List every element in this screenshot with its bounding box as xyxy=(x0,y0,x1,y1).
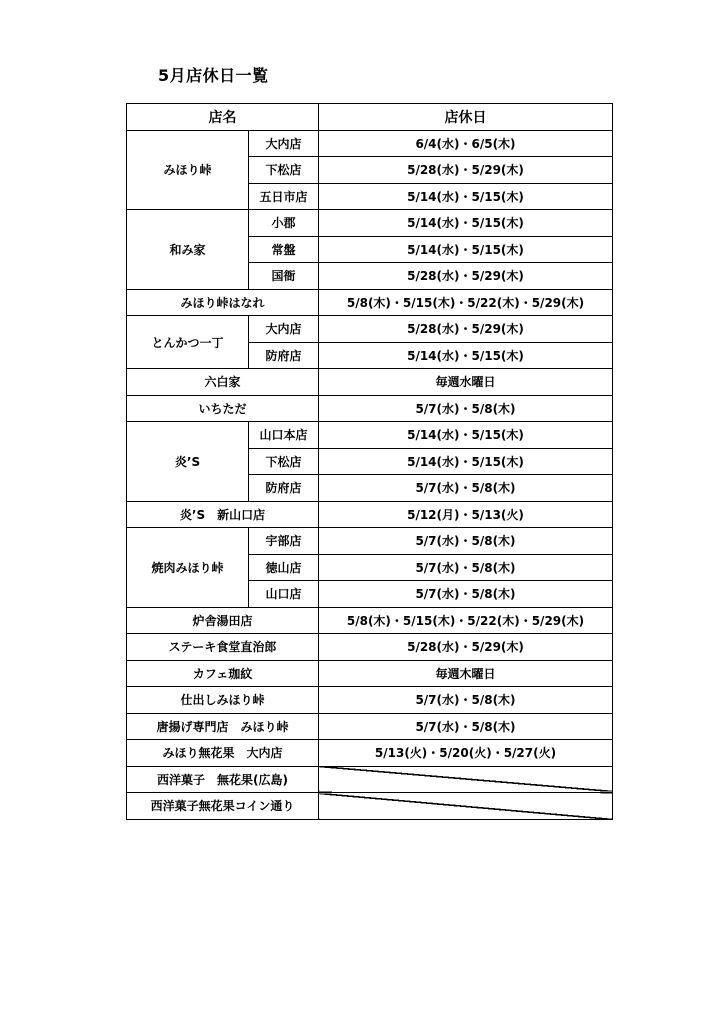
holiday-dates: 5/8(木)・5/15(木)・5/22(木)・5/29(木) xyxy=(319,607,613,634)
holiday-dates: 5/12(月)・5/13(火) xyxy=(319,501,613,528)
holiday-dates: 5/14(水)・5/15(木) xyxy=(319,236,613,263)
holiday-dates: 5/14(水)・5/15(木) xyxy=(319,183,613,210)
branch-name: 五日市店 xyxy=(249,183,319,210)
holiday-dates: 5/7(水)・5/8(木) xyxy=(319,395,613,422)
store-name: 炎’S 新山口店 xyxy=(127,501,319,528)
holiday-dates: 5/7(水)・5/8(木) xyxy=(319,554,613,581)
store-group-name: 焼肉みほり峠 xyxy=(127,528,249,608)
holiday-dates: 毎週木曜日 xyxy=(319,660,613,687)
holiday-dates: 5/28(水)・5/29(木) xyxy=(319,316,613,343)
holiday-dates: 5/7(水)・5/8(木) xyxy=(319,687,613,714)
holiday-dates: 5/7(水)・5/8(木) xyxy=(319,581,613,608)
store-name: 六白家 xyxy=(127,369,319,396)
table-row xyxy=(127,130,613,157)
store-name: 仕出しみほり峠 xyxy=(127,687,319,714)
holiday-dates: 5/14(水)・5/15(木) xyxy=(319,448,613,475)
store-name: みほり無花果 大内店 xyxy=(127,740,319,767)
table-row xyxy=(127,369,613,396)
header-store-name: 店名 xyxy=(127,104,319,131)
store-name: 西洋菓子無花果コイン通り xyxy=(127,793,319,820)
store-group-name: とんかつ一丁 xyxy=(127,316,249,369)
branch-name: 山口本店 xyxy=(249,422,319,449)
table-row xyxy=(127,660,613,687)
table-header-row xyxy=(127,104,613,131)
holiday-dates: 5/28(水)・5/29(木) xyxy=(319,157,613,184)
holiday-dates: 5/7(水)・5/8(木) xyxy=(319,713,613,740)
store-group-name: 炎’S xyxy=(127,422,249,502)
store-name: ステーキ食堂直治郎 xyxy=(127,634,319,661)
branch-name: 宇部店 xyxy=(249,528,319,555)
branch-name: 国衙 xyxy=(249,263,319,290)
holiday-dates: 5/14(水)・5/15(木) xyxy=(319,210,613,237)
store-group-name: 和み家 xyxy=(127,210,249,290)
store-name: 炉舎湯田店 xyxy=(127,607,319,634)
branch-name: 常盤 xyxy=(249,236,319,263)
store-name: みほり峠はなれ xyxy=(127,289,319,316)
table-row xyxy=(127,607,613,634)
holiday-dates: 5/14(水)・5/15(木) xyxy=(319,342,613,369)
branch-name: 山口店 xyxy=(249,581,319,608)
holiday-dates: 5/8(木)・5/15(木)・5/22(木)・5/29(木) xyxy=(319,289,613,316)
branch-name: 防府店 xyxy=(249,475,319,502)
table-row xyxy=(127,713,613,740)
table-row xyxy=(127,793,613,820)
page-title: 5月店休日一覧 xyxy=(158,66,269,85)
branch-name: 大内店 xyxy=(249,130,319,157)
no-holiday-diagonal xyxy=(319,793,613,820)
holiday-dates: 5/28(水)・5/29(木) xyxy=(319,263,613,290)
store-name: 西洋菓子 無花果(広島) xyxy=(127,766,319,793)
holiday-dates: 5/7(水)・5/8(木) xyxy=(319,475,613,502)
branch-name: 下松店 xyxy=(249,448,319,475)
table-row xyxy=(127,210,613,237)
table-row xyxy=(127,289,613,316)
table-row xyxy=(127,395,613,422)
store-name: カフェ珈紋 xyxy=(127,660,319,687)
header-holiday: 店休日 xyxy=(319,104,613,131)
branch-name: 下松店 xyxy=(249,157,319,184)
table-row xyxy=(127,528,613,555)
table-row xyxy=(127,501,613,528)
no-holiday-diagonal xyxy=(319,766,613,793)
holiday-dates: 5/13(火)・5/20(火)・5/27(火) xyxy=(319,740,613,767)
table-row xyxy=(127,740,613,767)
table-row xyxy=(127,422,613,449)
holiday-dates: 5/28(水)・5/29(木) xyxy=(319,634,613,661)
store-group-name: みほり峠 xyxy=(127,130,249,210)
table-row xyxy=(127,766,613,793)
store-name: いちただ xyxy=(127,395,319,422)
table-row xyxy=(127,316,613,343)
table-row xyxy=(127,687,613,714)
holiday-dates: 6/4(水)・6/5(木) xyxy=(319,130,613,157)
table-row xyxy=(127,634,613,661)
branch-name: 小郡 xyxy=(249,210,319,237)
holiday-dates: 毎週水曜日 xyxy=(319,369,613,396)
branch-name: 大内店 xyxy=(249,316,319,343)
holiday-dates: 5/7(水)・5/8(木) xyxy=(319,528,613,555)
holiday-table xyxy=(126,103,613,820)
holiday-dates: 5/14(水)・5/15(木) xyxy=(319,422,613,449)
branch-name: 防府店 xyxy=(249,342,319,369)
branch-name: 徳山店 xyxy=(249,554,319,581)
store-name: 唐揚げ専門店 みほり峠 xyxy=(127,713,319,740)
